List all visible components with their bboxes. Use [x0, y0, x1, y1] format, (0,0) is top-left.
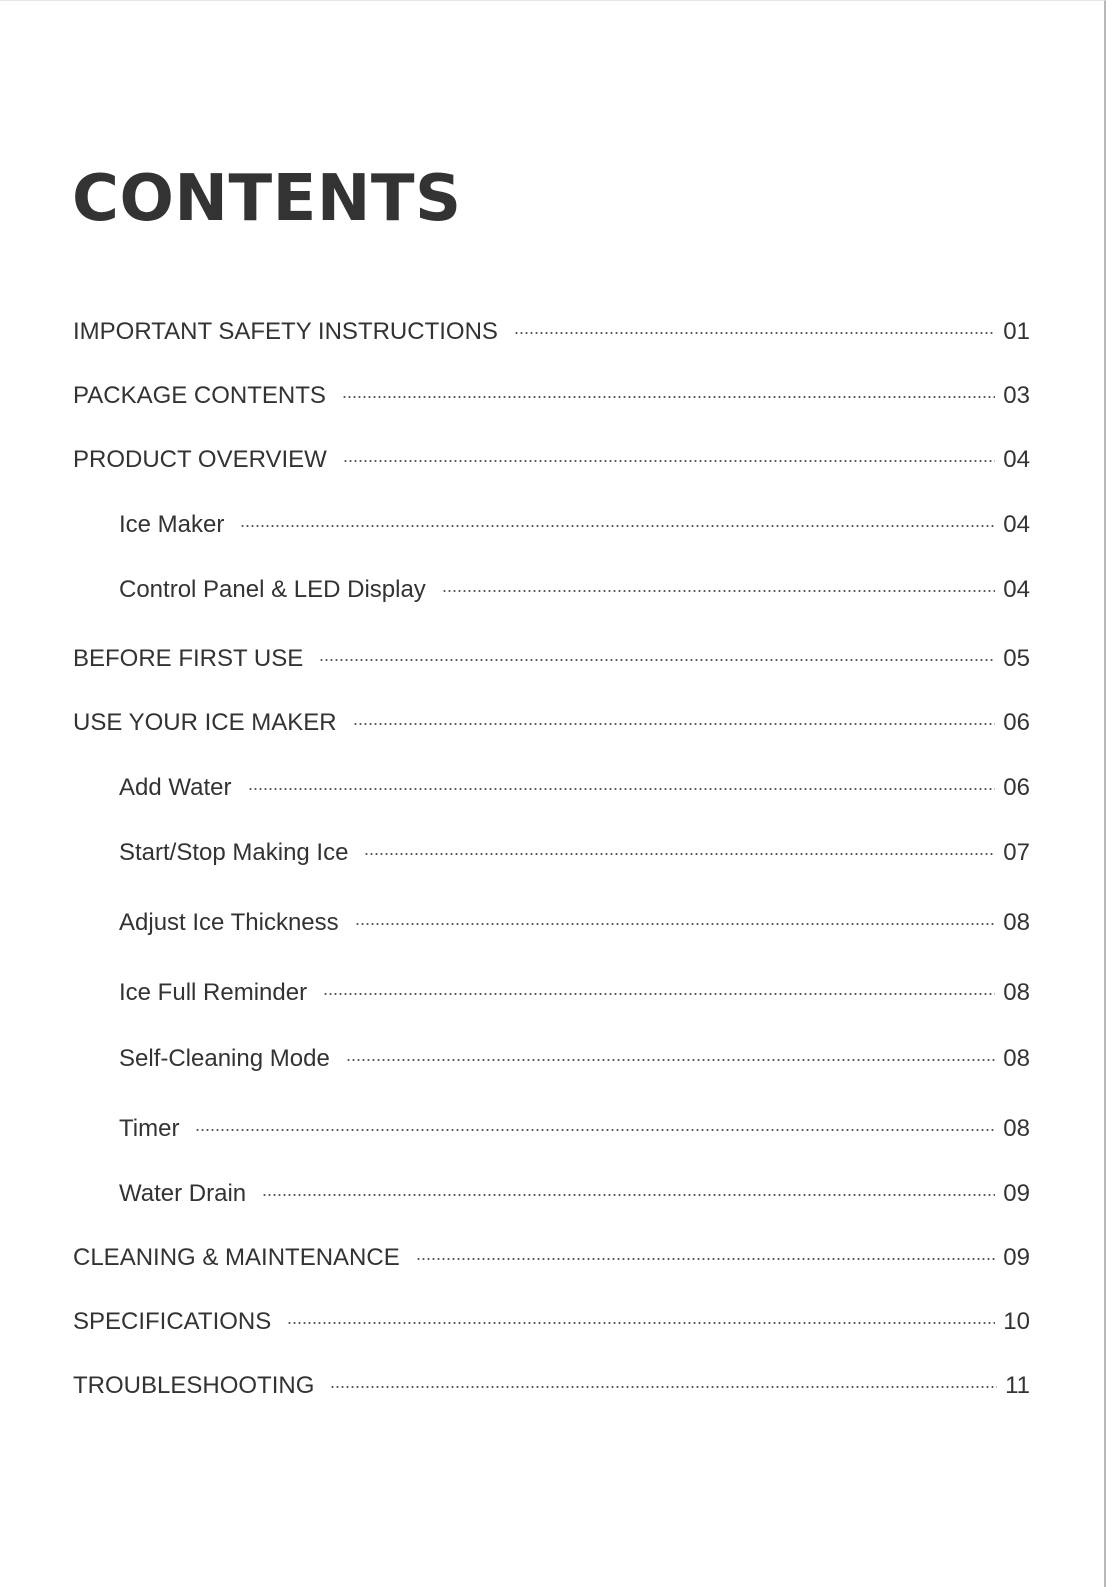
toc-entry-safety-instructions[interactable]: [73, 312, 1030, 352]
toc-entry-before-first-use[interactable]: [73, 639, 1030, 679]
toc-page-number: 09: [1003, 1244, 1030, 1271]
toc-page-number: 05: [1003, 645, 1030, 672]
toc-page-number: 06: [1003, 709, 1030, 736]
toc-page-number: 03: [1003, 382, 1030, 409]
toc-entry-label: Self-Cleaning Mode: [119, 1045, 330, 1072]
toc-entry-label: TROUBLESHOOTING: [73, 1372, 315, 1399]
toc-entry-label: Adjust Ice Thickness: [119, 909, 339, 936]
toc-entry-specifications[interactable]: [73, 1302, 1030, 1342]
toc-entry-label: Control Panel & LED Display: [119, 576, 426, 603]
toc-entry-label: BEFORE FIRST USE: [73, 645, 304, 672]
dot-leader: [319, 659, 995, 661]
toc-entry-label: Timer: [119, 1115, 180, 1142]
toc-page-number: 04: [1003, 511, 1030, 538]
dot-leader: [248, 788, 996, 790]
dot-leader: [287, 1322, 995, 1324]
toc-entry-label: PRODUCT OVERVIEW: [73, 446, 327, 473]
toc-entry-label: PACKAGE CONTENTS: [73, 382, 326, 409]
toc-page-number: 08: [1003, 1045, 1030, 1072]
dot-leader: [416, 1258, 996, 1260]
dot-leader: [262, 1194, 995, 1196]
toc-page-number: 08: [1003, 979, 1030, 1006]
toc-entry-self-cleaning[interactable]: [119, 1039, 1030, 1079]
dot-leader: [353, 723, 996, 725]
toc-entry-timer[interactable]: [119, 1109, 1030, 1149]
toc-entry-ice-full-reminder[interactable]: [119, 973, 1030, 1013]
toc-entry-label: IMPORTANT SAFETY INSTRUCTIONS: [73, 318, 498, 345]
toc-entry-control-panel[interactable]: [119, 570, 1030, 610]
dot-leader: [240, 525, 995, 527]
toc-entry-cleaning-maintenance[interactable]: [73, 1238, 1030, 1278]
toc-entry-label: CLEANING & MAINTENANCE: [73, 1244, 400, 1271]
toc-page-number: 08: [1003, 1115, 1030, 1142]
toc-entry-product-overview[interactable]: [73, 440, 1030, 480]
toc-entry-water-drain[interactable]: [119, 1174, 1030, 1214]
toc-entry-add-water[interactable]: [119, 768, 1030, 808]
toc-entry-label: Start/Stop Making Ice: [119, 839, 349, 866]
toc-page-number: 07: [1003, 839, 1030, 866]
toc-page-number: 09: [1003, 1180, 1030, 1207]
dot-leader: [330, 1386, 997, 1388]
toc-page-number: 01: [1003, 318, 1030, 345]
dot-leader: [195, 1129, 995, 1131]
dot-leader: [343, 460, 995, 462]
toc-entry-label: USE YOUR ICE MAKER: [73, 709, 337, 736]
toc-entry-label: Water Drain: [119, 1180, 247, 1207]
toc-page-number: 11: [1005, 1372, 1030, 1399]
dot-leader: [442, 590, 995, 592]
toc-page-number: 10: [1003, 1308, 1030, 1335]
toc-entry-package-contents[interactable]: [73, 376, 1030, 416]
toc-entry-troubleshooting[interactable]: [73, 1366, 1030, 1406]
toc-entry-label: Add Water: [119, 774, 232, 801]
toc-entry-ice-maker[interactable]: [119, 505, 1030, 545]
toc-page-number: 04: [1003, 446, 1030, 473]
dot-leader: [514, 332, 995, 334]
toc-entry-label: Ice Full Reminder: [119, 979, 308, 1006]
dot-leader: [342, 396, 995, 398]
dot-leader: [355, 923, 996, 925]
toc-entry-use-your-ice-maker[interactable]: [73, 703, 1030, 743]
dot-leader: [323, 993, 995, 995]
toc-page-number: 06: [1003, 774, 1030, 801]
toc-entry-adjust-thickness[interactable]: [119, 903, 1030, 943]
toc-entry-label: Ice Maker: [119, 511, 225, 538]
toc-entry-start-stop[interactable]: [119, 833, 1030, 873]
toc-entry-label: SPECIFICATIONS: [73, 1308, 272, 1335]
toc-page-number: 04: [1003, 576, 1030, 603]
dot-leader: [346, 1059, 996, 1061]
dot-leader: [364, 853, 995, 855]
toc-page-number: 08: [1003, 909, 1030, 936]
page-title: CONTENTS: [72, 162, 462, 236]
